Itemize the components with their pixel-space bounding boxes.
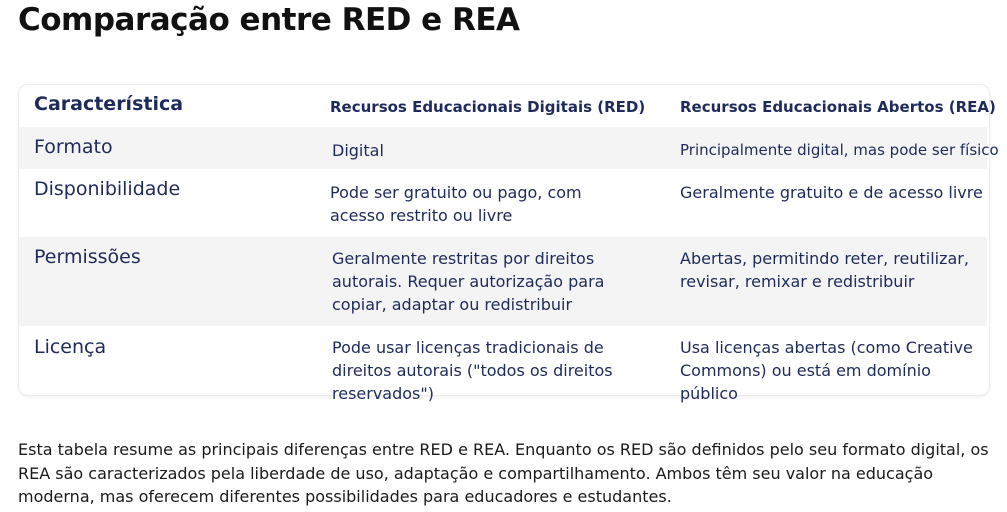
header-red: Recursos Educacionais Digitais (RED) [330, 98, 646, 116]
table-row-licenca [19, 326, 987, 403]
row-rea-value: Principalmente digital, mas pode ser físico [680, 141, 999, 159]
header-caracteristica: Característica [34, 93, 184, 115]
row-red-value: Digital [332, 141, 384, 160]
row-rea-value: Geralmente gratuito e de acesso livre [680, 183, 983, 202]
comparison-table [18, 84, 999, 403]
table-row-permissoes [19, 237, 987, 326]
table-header-row [19, 85, 996, 127]
row-red-value: Pode ser gratuito ou pago, com acesso restrito ou livre [330, 183, 582, 225]
row-red-value: Geralmente restritas por direitos autorais. Requer autorização para copiar, adaptar ou redistribuir [332, 249, 605, 314]
table-row-disponibilidade [19, 169, 987, 237]
row-feature-label: Disponibilidade [34, 178, 181, 200]
row-rea-value: Usa licenças abertas (como Creative Commons) ou está em domínio público [680, 338, 973, 403]
row-feature-label: Formato [34, 136, 113, 158]
row-feature-label: Licença [34, 336, 107, 358]
row-feature-label: Permissões [34, 246, 141, 268]
row-red-value: Pode usar licenças tradicionais de direitos autorais ("todos os direitos reservados") [332, 338, 613, 403]
header-rea: Recursos Educacionais Abertos (REA) [680, 98, 996, 116]
summary-paragraph: Esta tabela resume as principais diferenças entre RED e REA. Enquanto os RED são definidos pelo seu formato digital, os REA são caracterizados pela liberdade de uso, adaptação e compartilhamento. Ambos têm seu valor na educação moderna, mas oferecem diferentes possibilidades para educadores e estudantes. [18, 440, 989, 506]
page-title: Comparação entre RED e REA [18, 2, 520, 38]
row-rea-value: Abertas, permitindo reter, reutilizar, revisar, remixar e redistribuir [680, 249, 969, 291]
table-row-formato [19, 127, 999, 169]
